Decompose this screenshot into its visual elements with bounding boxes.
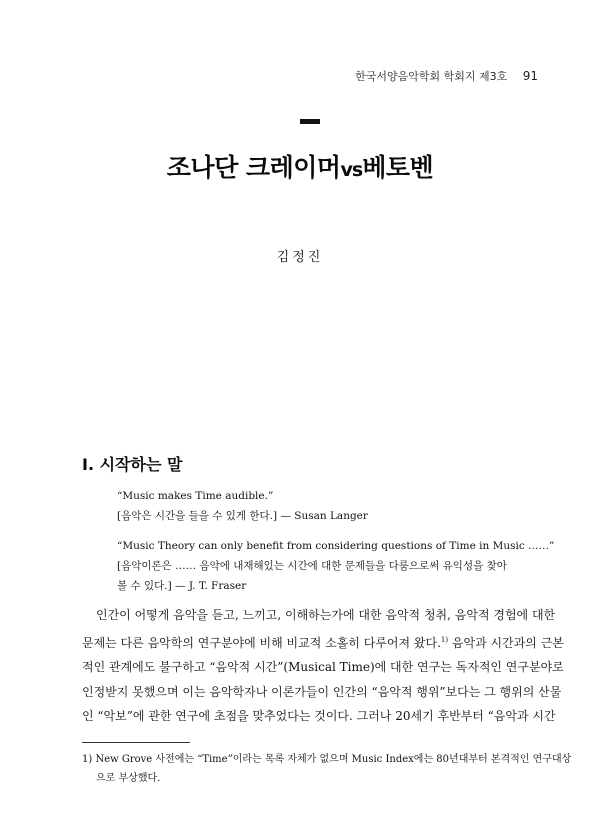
footnote-line-1: 1) New Grove 사전에는 “Time”이라는 목록 자체가 없으며 Music Index에는 80년대부터 본격적인 연구대상	[82, 754, 572, 765]
epigraph-1	[117, 486, 532, 526]
body-line-3: 적인 관계에도 불구하고 “음악적 시간”(Musical Time)에 대한 연구는 독자적인 연구분야로	[82, 660, 564, 674]
title-part-2: 베토벤	[362, 153, 434, 182]
title-part-1: 조나단 크레이머	[166, 153, 341, 182]
epigraph-1-line-1: “Music makes Time audible.”	[117, 490, 274, 502]
running-head	[355, 68, 538, 84]
epigraph-2	[117, 536, 555, 596]
body-paragraph	[82, 603, 564, 729]
body-line-4: 인정받지 못했으며 이는 음악학자나 이론가들이 인간의 “음악적 행위”보다는 그 행위의 산물	[82, 684, 562, 699]
article-title	[0, 148, 600, 184]
body-line-5: 인 “악보”에 관한 연구에 초점을 맞추었다는 것이다. 그러나 20세기 후반부터 “음악과 시간	[82, 709, 556, 723]
epigraph-1-line-2: [음악은 시간을 들을 수 있게 한다.] — Susan Langer	[117, 510, 368, 522]
journal-title: 한국서양음악학회 학회지 제3호	[355, 70, 508, 83]
footnote-divider	[82, 742, 190, 743]
section-heading: I. 시작하는 말	[82, 455, 183, 474]
epigraph-2-line-2: [음악이론은 …… 음악에 내재해있는 시간에 대한 문제들을 다룸으로써 유익성을 찾아	[117, 560, 507, 572]
body-line-1: 인간이 어떻게 음악을 듣고, 느끼고, 이해하는가에 대한 음악적 청취, 음악적 경험에 대한	[96, 608, 556, 622]
epigraph-2-line-1: “Music Theory can only benefit from considering questions of Time in Music ……”	[117, 540, 555, 552]
page-number: 91	[522, 69, 538, 83]
author-name: 김정진	[276, 250, 324, 265]
title-vs: vs	[340, 159, 363, 181]
footnote-line-2: 으로 부상했다.	[96, 773, 161, 784]
epigraph-2-line-3: 볼 수 있다.] — J. T. Fraser	[117, 580, 247, 592]
footnote-ref-1[interactable]: 1)	[440, 635, 449, 644]
body-line-2-tail: 음악과 시간과의 근본	[448, 635, 564, 650]
chapter-mark	[300, 119, 320, 124]
body-line-2-text: 문제는 다른 음악학의 연구분야에 비해 비교적 소홀히 다루어져 왔다.	[82, 635, 441, 650]
body-line-2	[82, 628, 564, 656]
footnote-1	[82, 750, 572, 788]
